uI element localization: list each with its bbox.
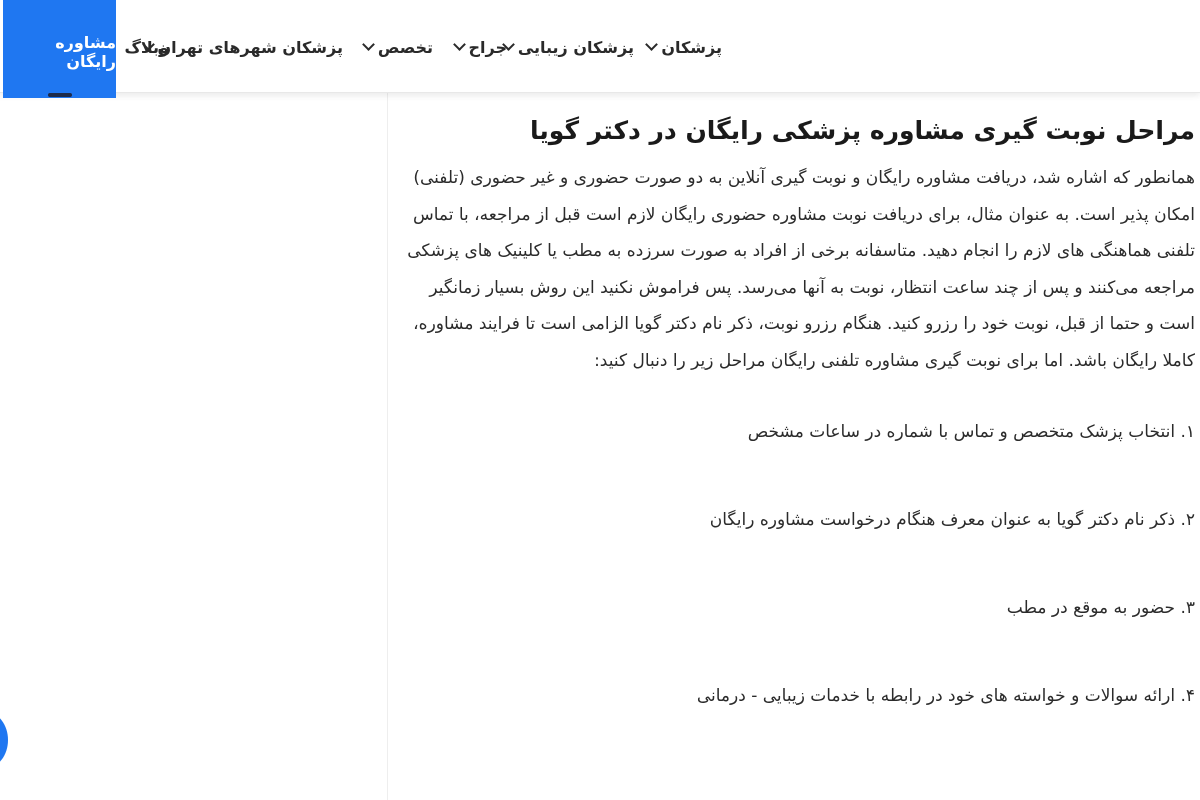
chevron-down-icon — [453, 38, 466, 51]
active-indicator — [48, 93, 72, 97]
nav-item-label: تخصص — [377, 37, 433, 57]
nav-item-label: پزشکان شهرهای تهران — [157, 37, 343, 57]
nav-item-specialty[interactable] — [364, 36, 433, 58]
nav-item-label: جراح — [468, 37, 507, 57]
nav-item-surgeon[interactable] — [455, 36, 508, 58]
nav-item-tehran-doctors[interactable] — [144, 36, 343, 58]
steps-list — [405, 414, 1195, 714]
free-consultation-label: مشاوره رایگان — [55, 33, 116, 71]
nav-item-cosmetic-doctors[interactable] — [504, 36, 634, 58]
nav-item-label: پزشکان — [661, 37, 722, 57]
nav-item-label: پزشکان زیبایی — [517, 37, 634, 57]
top-navigation — [0, 0, 1200, 93]
floating-chat-button[interactable] — [0, 712, 8, 768]
list-item: ۴. ارائه سوالات و خواسته های خود در رابطه با خدمات زیبایی - درمانی — [696, 686, 1195, 706]
list-item: ۲. ذکر نام دکتر گویا به عنوان معرف هنگام درخواست مشاوره رایگان — [709, 510, 1195, 530]
chevron-down-icon — [645, 38, 658, 51]
nav-item-doctors[interactable] — [647, 36, 722, 58]
chevron-down-icon — [362, 38, 375, 51]
article-paragraph: همانطور که اشاره شد، دریافت مشاوره رایگان و نوبت گیری آنلاین به دو صورت حضوری و غیر حضوری (تلفنی) امکان پذیر است. به عنوان مثال، برای دریافت نوبت مشاوره حضوری رایگان لازم است قبل از مراجعه، با تماس تلفنی هماهنگی های لازم را انجام دهید. متاسفانه برخی از افراد به صورت سرزده به مطب یا کلینیک های پزشکی مراجعه می‌کنند و پس از چند ساعت انتظار، نوبت به آنها می‌رسد. پس فراموش نکنید این روش بسیار زمانگیر است و حتما از قبل، نوبت خود را رزرو کنید. هنگام رزرو نوبت، ذکر نام دکتر گویا الزامی است تا فرایند مشاوره، کاملا رایگان باشد. اما برای نوبت گیری مشاوره تلفنی رایگان مراحل زیر را دنبال کنید: — [407, 168, 1195, 371]
sidebar-divider — [387, 92, 388, 800]
article-heading: مراحل نوبت گیری مشاوره پزشکی رایگان در دکتر گویا — [530, 116, 1195, 145]
free-consultation-button[interactable] — [3, 0, 116, 98]
list-item: ۱. انتخاب پزشک متخصص و تماس با شماره در ساعات مشخص — [747, 422, 1195, 442]
list-item: ۳. حضور به موقع در مطب — [1006, 598, 1195, 618]
article-content — [405, 96, 1195, 766]
nav-item-label: وبلاگ — [124, 37, 169, 57]
nav-item-blog[interactable] — [125, 36, 169, 58]
